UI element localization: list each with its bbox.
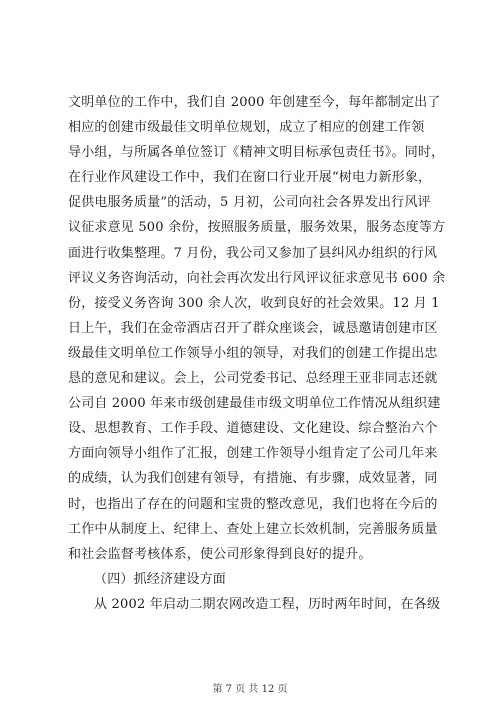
paragraph-line: 议征求意见 500 余份，按照服务质量，服务效果，服务态度等方	[68, 220, 446, 236]
paragraph-line: 级最佳文明单位工作领导小组的领导，对我们的创建工作提出忠	[68, 345, 438, 361]
paragraph-line: 相应的创建市级最佳文明单位规划，成立了相应的创建工作领	[68, 120, 425, 136]
paragraph-line: 时，也指出了存在的问题和宝贵的整改意见，我们也将在今后的	[68, 496, 438, 512]
paragraph-line: 在行业作风建设工作中，我们在窗口行业开展“树电力新形象，	[68, 170, 432, 186]
paragraph-line: 文明单位的工作中，我们自 2000 年创建至今，每年都制定出了	[68, 95, 441, 110]
paragraph-line: 导小组，与所属各单位签订《精神文明目标承包责任书》。同时，	[68, 145, 445, 161]
section-heading: （四）抓经济建设方面	[94, 571, 227, 587]
paragraph-line: 的成绩，认为我们创建有领导，有措施、有步骤，成效显著，同	[68, 471, 438, 487]
paragraph-line: 和社会监督考核体系，使公司形象得到良好的提升。	[68, 546, 372, 562]
paragraph-line: 日上午，我们在金帝酒店召开了群众座谈会，诚恳邀请创建市区	[68, 320, 438, 336]
paragraph-line: 恳的意见和建议。会上，公司党委书记、总经理王亚非同志还就	[68, 371, 438, 387]
paragraph-line: 份，接受义务咨询 300 余人次，收到良好的社会效果。12 月 1	[68, 295, 440, 311]
page-number-label: 第 7 页 共 12 页	[212, 684, 288, 695]
paragraph-line: 方面向领导小组作了汇报，创建工作领导小组肯定了公司几年来	[68, 446, 438, 462]
paragraph-line: 工作中从制度上、纪律上、查处上建立长效机制，完善服务质量	[68, 521, 438, 537]
paragraph-line: 设、思想教育、工作手段、道德建设、文化建设、综合整治六个	[68, 421, 438, 437]
paragraph-line: 公司自 2000 年来市级创建最佳市级文明单位工作情况从组织建	[68, 396, 441, 412]
page-footer	[0, 680, 500, 695]
document-body	[68, 90, 446, 617]
paragraph-line: 促供电服务质量”的活动，5 月初，公司向社会各界发出行风评	[68, 195, 431, 211]
paragraph-line: 面进行收集整理。7 月份，我公司又参加了县纠风办组织的行风	[68, 245, 438, 261]
paragraph-line: 评议义务咨询活动，向社会再次发出行风评议征求意见书 600 余	[68, 270, 446, 286]
paragraph-first-line: 从 2002 年启动二期农网改造工程，历时两年时间，在各级	[94, 596, 441, 612]
